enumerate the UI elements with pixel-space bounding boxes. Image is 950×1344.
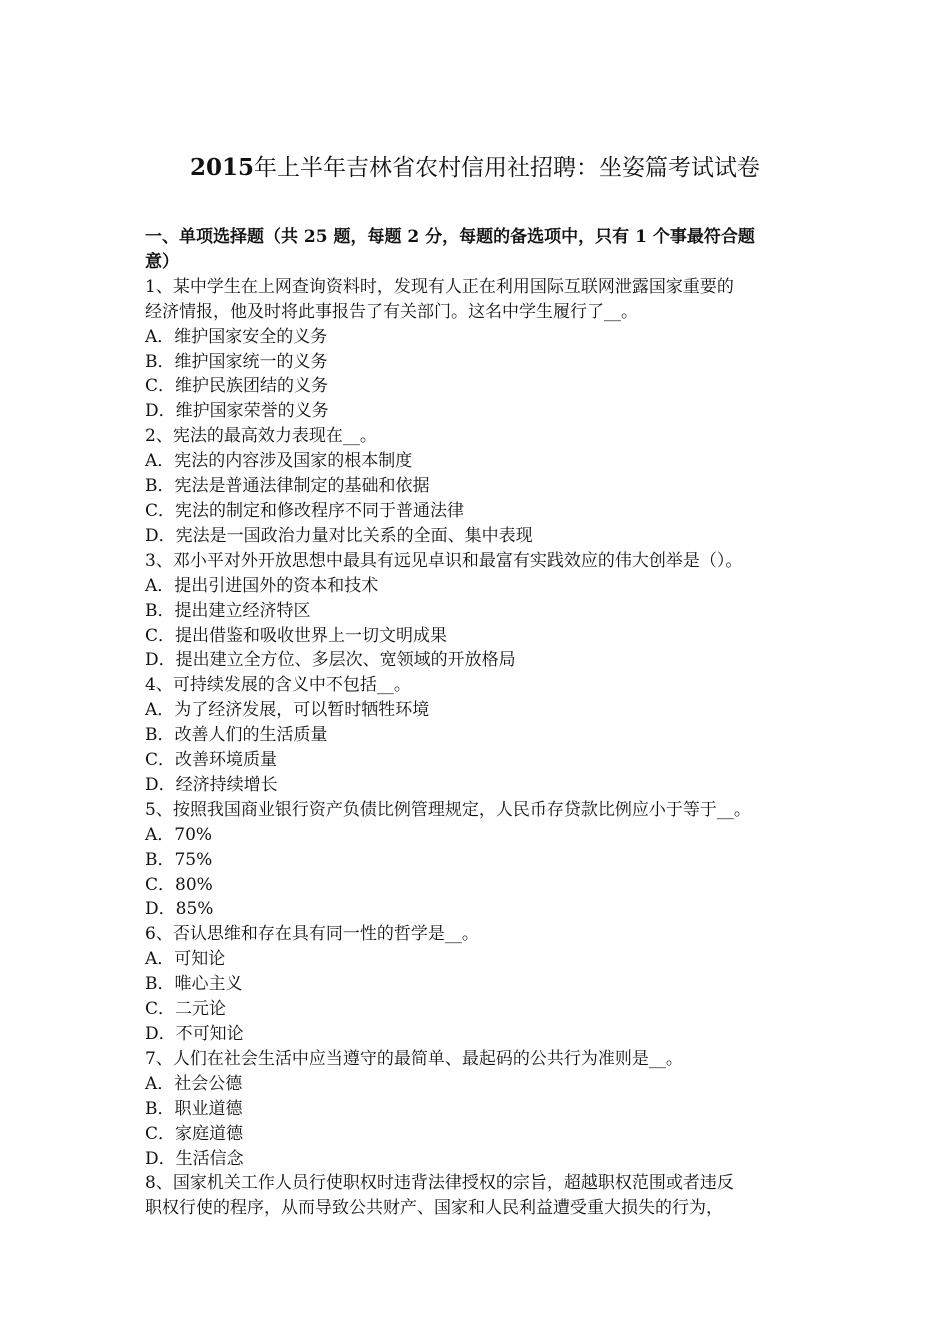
text-line: A．提出引进国外的资本和技术: [145, 575, 379, 596]
text-line: 2、宪法的最高效力表现在__。: [145, 426, 377, 447]
text-line: A．可知论: [145, 949, 226, 970]
text-line: C．维护民族团结的义务: [145, 376, 329, 397]
document-title: [0, 150, 950, 186]
text-line: 6、否认思维和存在具有同一性的哲学是__。: [145, 924, 479, 945]
text-line: B．维护国家统一的义务: [145, 351, 328, 372]
text-line: A．为了经济发展，可以暂时牺牲环境: [145, 700, 430, 721]
text-line: 8、国家机关工作人员行使职权时违背法律授权的宗旨，超越职权范围或者违反: [145, 1173, 734, 1194]
text-line: B．改善人们的生活质量: [145, 725, 328, 746]
text-line: D．85%: [145, 899, 214, 920]
text-line: C．改善环境质量: [145, 750, 278, 771]
text-line: D．宪法是一国政治力量对比关系的全面、集中表现: [145, 525, 533, 546]
text-line: C．二元论: [145, 999, 227, 1020]
text-line: C．家庭道德: [145, 1123, 244, 1144]
text-line: 7、人们在社会生活中应当遵守的最简单、最起码的公共行为准则是__。: [145, 1048, 683, 1069]
text-line: A．社会公德: [145, 1073, 243, 1094]
text-line: 3、邓小平对外开放思想中最具有远见卓识和最富有实践效应的伟大创举是（）。: [145, 550, 743, 571]
text-line: A．宪法的内容涉及国家的根本制度: [145, 451, 413, 472]
text-line: 职权行使的程序，从而导致公共财产、国家和人民利益遭受重大损失的行为，: [145, 1198, 723, 1219]
text-line: 5、按照我国商业银行资产负债比例管理规定，人民币存贷款比例应小于等于__。: [145, 799, 751, 820]
text-line: B．职业道德: [145, 1098, 243, 1119]
title-year: 2015: [189, 154, 254, 181]
text-line: 1、某中学生在上网查询资料时，发现有人正在利用国际互联网泄露国家重要的: [145, 276, 734, 297]
text-line: B．75%: [145, 849, 213, 870]
text-line: B．唯心主义: [145, 974, 243, 995]
section-heading: 一、单项选择题（共 25 题，每题 2 分，每题的备选项中，只有 1 个事最符合题: [145, 227, 755, 247]
title-text: 年上半年吉林省农村信用社招聘：坐姿篇考试试卷: [254, 155, 760, 181]
text-line: C．80%: [145, 874, 213, 895]
text-line: D．经济持续增长: [145, 774, 278, 795]
text-line: C．宪法的制定和修改程序不同于普通法律: [145, 500, 465, 521]
document-body: [145, 225, 825, 1221]
text-line: A．70%: [145, 824, 213, 845]
section-heading-continued: 意）: [145, 251, 179, 272]
text-line: 4、可持续发展的含义中不包括__。: [145, 675, 411, 696]
text-line: B．宪法是普通法律制定的基础和依据: [145, 476, 430, 497]
text-line: A．维护国家安全的义务: [145, 326, 328, 347]
text-line: 经济情报，他及时将此事报告了有关部门。这名中学生履行了__。: [145, 301, 638, 322]
text-line: B．提出建立经济特区: [145, 600, 311, 621]
text-line: D．不可知论: [145, 1024, 244, 1044]
question-list: [145, 275, 825, 1221]
text-line: D．维护国家荣誉的义务: [145, 401, 329, 422]
text-line: C．提出借鉴和吸收世界上一切文明成果: [145, 625, 448, 646]
text-line: D．生活信念: [145, 1148, 244, 1169]
text-line: D．提出建立全方位、多层次、宽领域的开放格局: [145, 650, 516, 671]
